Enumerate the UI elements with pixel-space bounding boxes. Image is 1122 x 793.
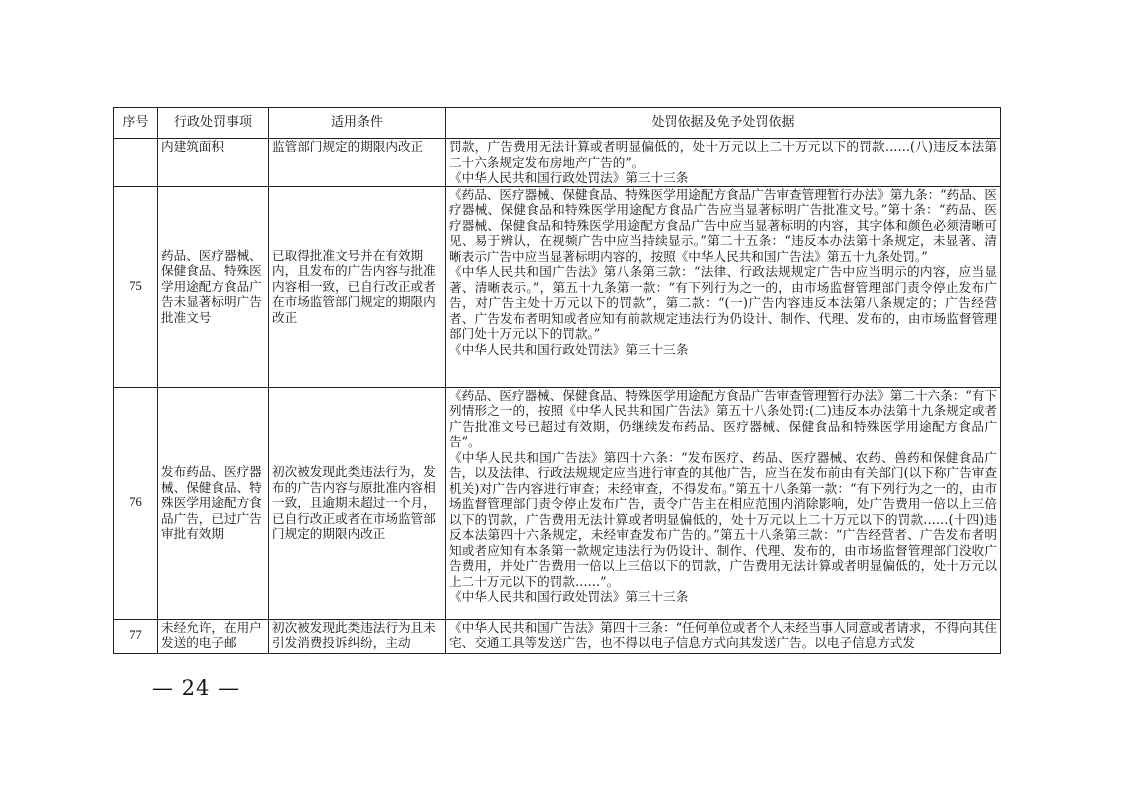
basis-paragraph: 《中华人民共和国行政处罚法》第三十三条 (449, 170, 689, 185)
row-number: 75 (114, 186, 158, 387)
row-condition: 监管部门规定的期限内改正 (269, 139, 446, 187)
table-row (114, 387, 1001, 619)
row-condition: 已取得批准文号并在有效期内，且发布的广告内容与批准内容相一致，已自行改正或者在市场监管部门规定的期限内改正 (269, 186, 446, 387)
row-basis (446, 387, 1001, 619)
basis-paragraph: 《药品、医疗器械、保健食品、特殊医学用途配方食品广告审查管理暂行办法》第九条：“药品、医疗器械、保健食品和特殊医学用途配方食品广告应当显著标明广告批准文号。”第十条：“药品、医疗器械、保健食品和特殊医学用途配方食品广告中应当显著标明的内容，其字体和颜色必须清晰可见、易于辨认，在视频广告中应当持续显示。”第二十五条：“违反本办法第十条规定，未显著、清晰表示广告中应当显著标明内容的，按照《中华人民共和国广告法》第五十九条处罚。” (449, 186, 997, 264)
row-item: 内建筑面积 (158, 139, 269, 187)
basis-paragraph: 《药品、医疗器械、保健食品、特殊医学用途配方食品广告审查管理暂行办法》第二十六条：“有下列情形之一的，按照《中华人民共和国广告法》第五十八条处罚:(二)违反本办法第十九条规定或者广告批准文号已超过有效期，仍继续发布药品、医疗器械、保健食品和特殊医学用途配方食品广告”。 (449, 387, 997, 449)
row-basis (446, 619, 1001, 653)
row-basis-text: 《中华人民共和国广告法》第四十三条：“任何单位或者个人未经当事人同意或者请求，不得向其住宅、交通工具等发送广告，也不得以电子信息方式向其发送广告。以电子信息方式发 (449, 619, 997, 650)
row-basis (446, 139, 1001, 187)
basis-paragraph: 罚款，广告费用无法计算或者明显偏低的，处十万元以上二十万元以下的罚款……(八)违反本法第二十六条规定发布房地产广告的”。 (449, 139, 997, 170)
row-condition-text: 初次被发现此类违法行为且未引发消费投诉纠纷，主动 (272, 619, 436, 650)
row-number (114, 139, 158, 187)
header-no: 序号 (114, 108, 158, 139)
row-item: 发布药品、医疗器械、保健食品、特殊医学用途配方食品广告，已过广告审批有效期 (158, 387, 269, 619)
row-basis (446, 186, 1001, 387)
row-condition: 初次被发现此类违法行为，发布的广告内容与原批准内容相一致，且逾期未超过一个月，已自行改正或者在市场监管部门规定的期限内改正 (269, 387, 446, 619)
header-basis: 处罚依据及免予处罚依据 (446, 108, 1001, 139)
header-item: 行政处罚事项 (158, 108, 269, 139)
basis-paragraph: 《中华人民共和国行政处罚法》第三十三条 (449, 589, 689, 604)
basis-paragraph: 《中华人民共和国广告法》第四十六条：“发布医疗、药品、医疗器械、农药、兽药和保健食品广告，以及法律、行政法规规定应当进行审查的其他广告，应当在发布前由有关部门(以下称广告审查机关)对广告内容进行审查；未经审查，不得发布。”第五十八条第一款：“有下列行为之一的，由市场监督管理部门责令停止发布广告，责令广告主在相应范围内消除影响，处广告费用一倍以上三倍以下的罚款，广告费用无法计算或者明显偏低的，处十万元以上二十万元以下的罚款……(十四)违反本法第四十六条规定，未经审查发布广告的。”第五十八条第三款：“广告经营者、广告发布者明知或者应知有本条第一款规定违法行为仍设计、制作、代理、发布的，由市场监督管理部门没收广告费用，并处广告费用一倍以上三倍以下的罚款，广告费用无法计算或者明显偏低的，处十万元以上二十万元以下的罚款……”。 (449, 449, 997, 589)
page-number: — 24 — (152, 676, 241, 700)
table-row (114, 139, 1001, 187)
row-number: 77 (114, 619, 158, 653)
table-row (114, 186, 1001, 387)
header-condition: 适用条件 (269, 108, 446, 139)
basis-paragraph: 《中华人民共和国行政处罚法》第三十三条 (449, 341, 689, 357)
table-row (114, 619, 1001, 653)
row-number: 76 (114, 387, 158, 619)
row-item-text: 未经允许，在用户发送的电子邮 (161, 619, 262, 650)
penalty-table (113, 107, 1001, 654)
row-item: 药品、医疗器械、保健食品、特殊医学用途配方食品广告未显著标明广告批准文号 (158, 186, 269, 387)
table-header-row (114, 108, 1001, 139)
row-condition (269, 619, 446, 653)
basis-paragraph: 《中华人民共和国广告法》第八条第三款：“法律、行政法规规定广告中应当明示的内容，应当显著、清晰表示。”，第五十九条第一款：“有下列行为之一的，由市场监督管理部门责令停止发布广告，对广告主处十万元以下的罚款”，第二款：“(一)广告内容违反本法第八条规定的；广告经营者、广告发布者明知或者应知有前款规定违法行为仍设计、制作、代理、发布的，由市场监督管理部门处十万元以下的罚款。” (449, 264, 997, 341)
row-item (158, 619, 269, 653)
